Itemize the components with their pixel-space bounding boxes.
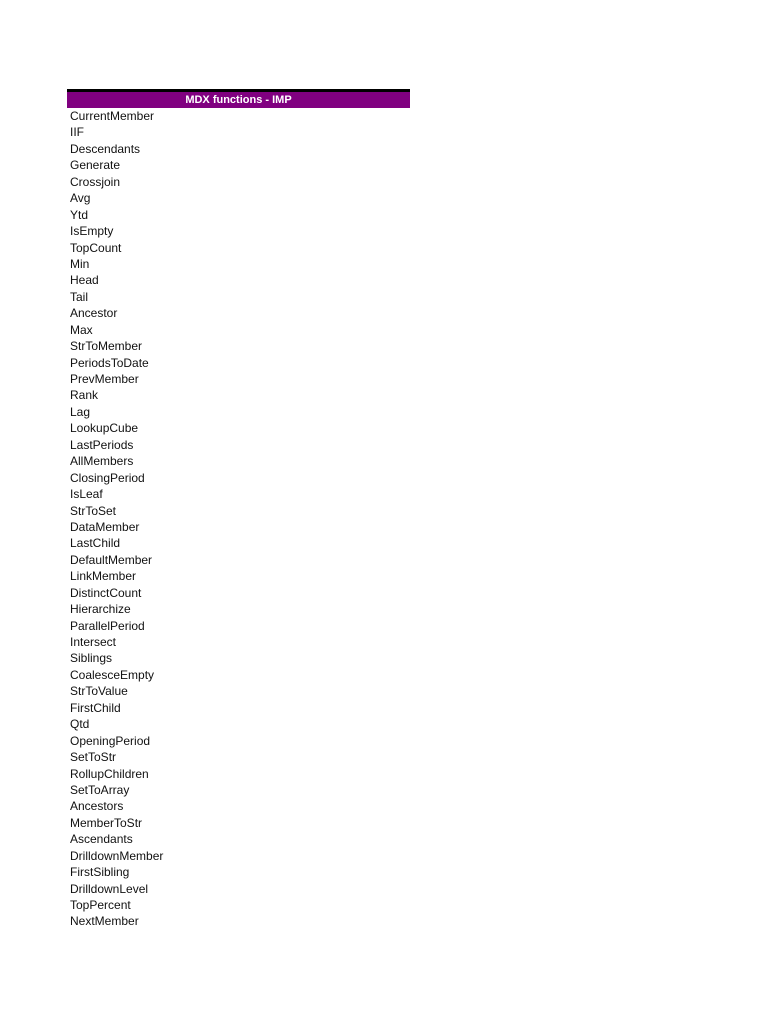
list-item: LastPeriods: [70, 437, 134, 452]
list-item: ParallelPeriod: [70, 618, 145, 633]
list-item: DistinctCount: [70, 585, 142, 600]
list-item: DrilldownLevel: [70, 881, 149, 896]
mdx-functions-table: [67, 89, 410, 930]
list-item: DefaultMember: [70, 552, 153, 567]
list-item: CurrentMember: [70, 109, 155, 123]
list-item: LastChild: [70, 536, 121, 551]
list-item: FirstChild: [70, 700, 121, 715]
list-item: Intersect: [70, 635, 117, 649]
list-item: LookupCube: [70, 421, 139, 436]
list-item: Descendants: [70, 141, 141, 156]
list-item: Hierarchize: [70, 602, 131, 617]
list-item: RollupChildren: [70, 766, 149, 781]
list-item: Max: [70, 322, 93, 337]
list-item: Min: [70, 256, 90, 271]
list-item: LinkMember: [70, 569, 137, 584]
list-item: Ytd: [70, 207, 89, 222]
list-item: DataMember: [70, 519, 140, 534]
list-item: Tail: [70, 289, 89, 304]
list-item: Lag: [70, 404, 91, 419]
list-item: IsEmpty: [70, 224, 114, 239]
list-item: Crossjoin: [70, 174, 121, 189]
list-item: SetToArray: [70, 782, 130, 797]
list-item: PrevMember: [70, 372, 139, 386]
list-item: IsLeaf: [70, 487, 103, 502]
list-item: Ancestors: [70, 799, 124, 814]
list-item: MemberToStr: [70, 815, 143, 830]
list-item: Ancestor: [70, 306, 118, 321]
list-item: NextMember: [70, 914, 139, 929]
list-item: CoalesceEmpty: [70, 667, 155, 682]
function-list: [67, 108, 410, 930]
table-header: MDX functions - IMP: [67, 89, 410, 108]
list-item: TopCount: [70, 240, 122, 255]
list-item: StrToSet: [70, 503, 117, 518]
list-item: Qtd: [70, 717, 90, 732]
list-item: TopPercent: [70, 898, 131, 912]
list-item: OpeningPeriod: [70, 733, 151, 748]
list-item: Avg: [70, 191, 91, 206]
list-item: Head: [70, 273, 99, 288]
list-item: Rank: [70, 388, 99, 403]
list-item: Generate: [70, 158, 121, 173]
list-item: StrToValue: [70, 684, 128, 699]
list-item: PeriodsToDate: [70, 355, 149, 370]
list-item: DrilldownMember: [70, 848, 164, 863]
list-item: SetToStr: [70, 750, 117, 765]
list-item: AllMembers: [70, 454, 134, 469]
list-item: FirstSibling: [70, 865, 130, 880]
list-item: Siblings: [70, 651, 113, 666]
list-item: IIF: [70, 125, 84, 140]
list-item: ClosingPeriod: [70, 470, 145, 485]
list-item: Ascendants: [70, 832, 133, 847]
list-item: StrToMember: [70, 339, 143, 354]
